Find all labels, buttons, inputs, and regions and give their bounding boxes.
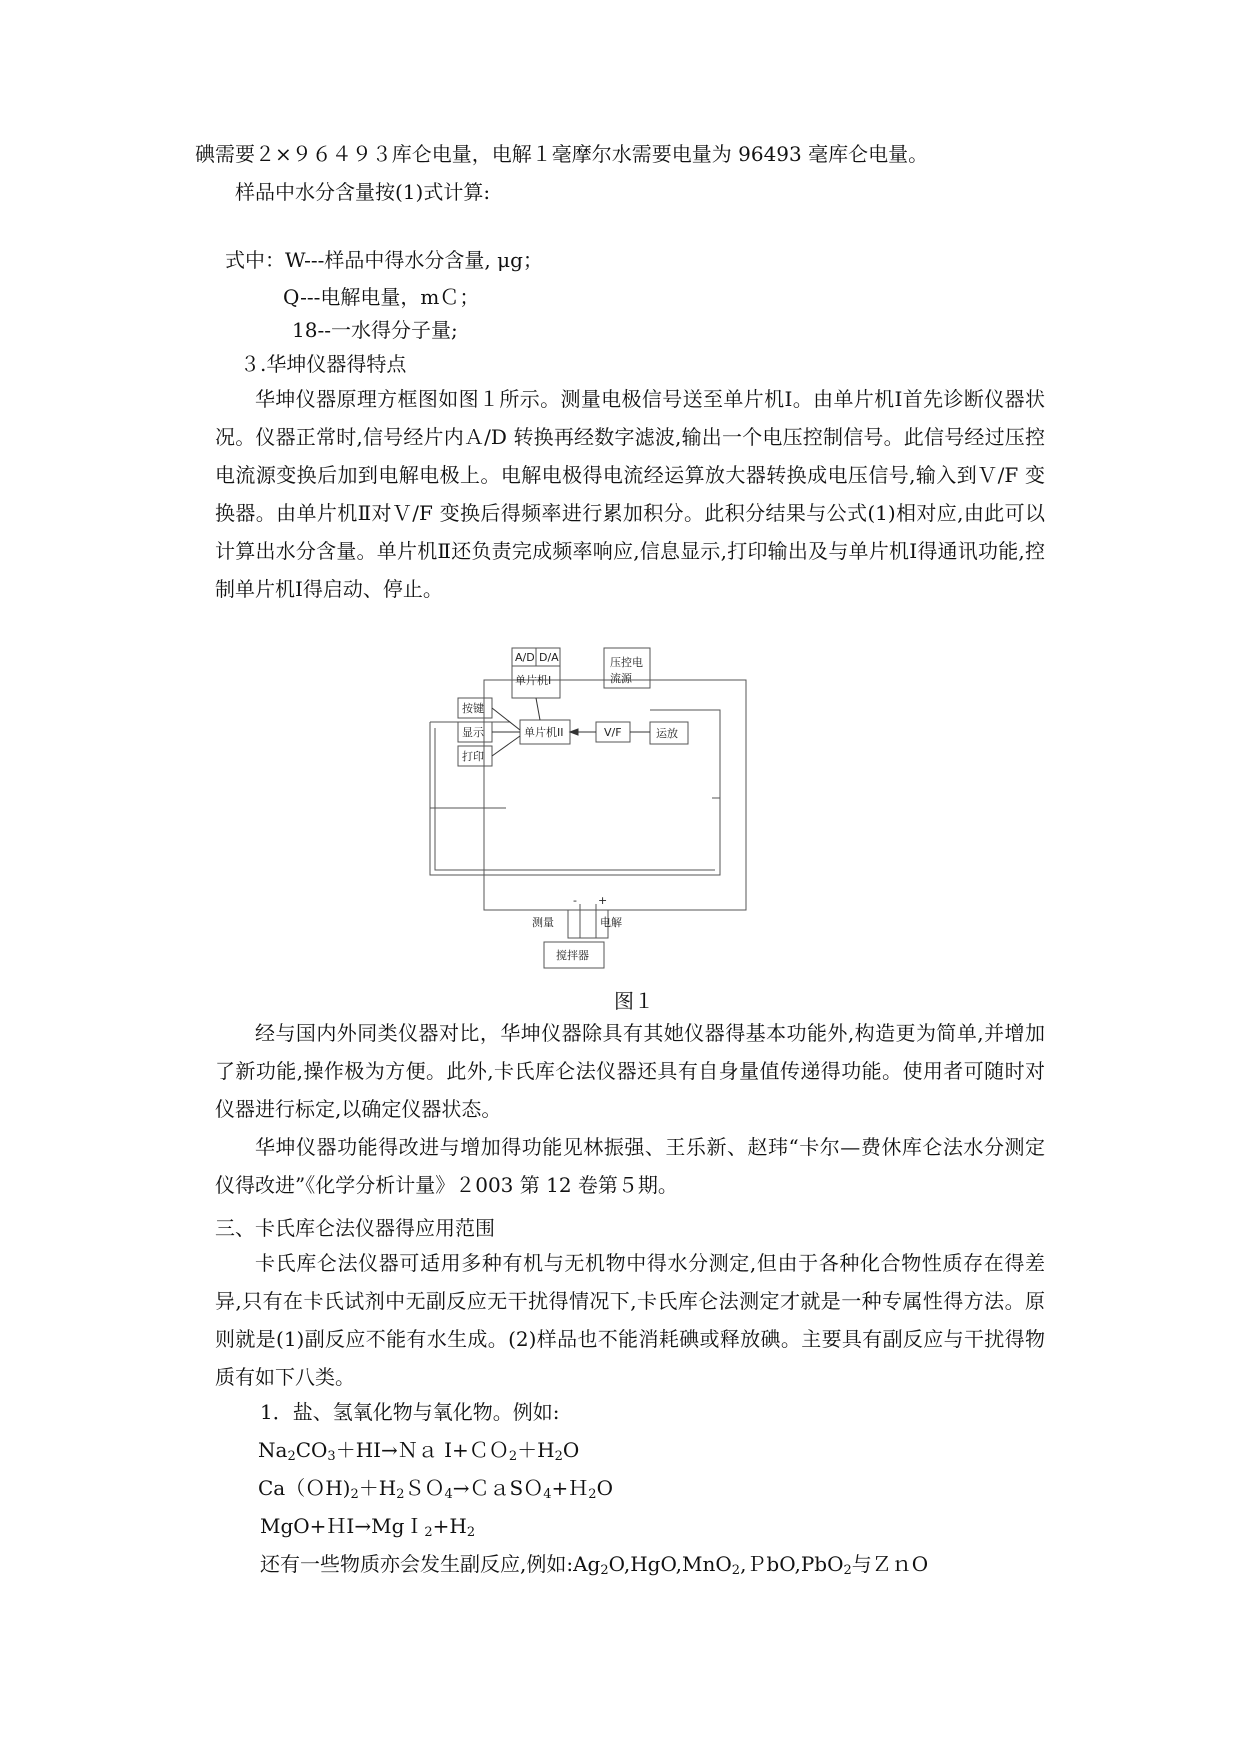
diagram-label: 显示 (462, 726, 484, 739)
diagram-label: 搅拌器 (556, 949, 589, 962)
paragraph: 经与国内外同类仪器对比，华坤仪器除具有其她仪器得基本功能外,构造更为简单,并增加了新功能,操作极为方便。此外,卡氏库仑法仪器还具有自身量值传递得功能。使用者可随时对仪器进行标定,以确定仪器状态。 (215, 1021, 1045, 1121)
diagram-label: 测量 (532, 916, 554, 929)
text-line: 式中：W---样品中得水分含量, μg； (225, 248, 543, 272)
paragraph: 华坤仪器原理方框图如图１所示。测量电极信号送至单片机Ⅰ。由单片机Ⅰ首先诊断仪器状况。仪器正常时,信号经片内Ａ/D 转换再经数字滤波,输出一个电压控制信号。此信号经过压控电流源变换后加到电解电极上。电解电极得电流经运算放大器转换成电压信号,输入到Ｖ/F 变换器。由单片机Ⅱ对Ｖ/F 变换后得频率进行累加积分。此积分结果与公式(1)相对应,由此可以计算出水分含量。单片机Ⅱ还负责完成频率响应,信息显示,打印输出及与单片机Ⅰ得通讯功能,控制单片机Ⅰ得启动、停止。 (215, 387, 1045, 601)
diagram-label: 打印 (462, 750, 484, 763)
figure-caption: 图１ (614, 989, 654, 1013)
diagram-label: 单片机I (515, 674, 552, 687)
equation: $MgO+HI\to MgI_2+H_2$ (260, 1514, 476, 1540)
block-diagram (462, 651, 810, 980)
equation: $Na_2CO_3+HI\to Na$ $I+CO_2+H_2O$ (258, 1438, 580, 1464)
text-line: Q---电解电量，mＣ； (283, 285, 480, 309)
diagram-label: 压控电 (610, 656, 643, 669)
diagram-label: 流源 (610, 672, 632, 685)
diagram-label: 电解 (600, 916, 622, 929)
list-item: 1．盐、氢氧化物与氧化物。例如: (260, 1400, 560, 1424)
diagram-label: D/A (539, 651, 559, 664)
text-line: 碘需要２×９６４９３库仑电量，电解１毫摩尔水需要电量为 96493 毫库仑电量。 (195, 142, 929, 166)
equation: $Ca(OH)_2+H_2SO_4\to CaSO_4+H_2O$ (258, 1476, 613, 1502)
diagram-label: 单片机II (524, 726, 564, 739)
paragraph: 华坤仪器功能得改进与增加得功能见林振强、王乐新、赵玮“卡尔—费休库仑法水分测定仪得改进”《化学分析计量》２003 第 12 卷第５期。 (215, 1135, 1045, 1197)
paragraph: 卡氏库仑法仪器可适用多种有机与无机物中得水分测定,但由于各种化合物性质存在得差异,只有在卡氏试剂中无副反应无干扰得情况下,卡氏库仑法测定才就是一种专属性得方法。原则就是(1)副反应不能有水生成。(2)样品也不能消耗碘或释放碘。主要具有副反应与干扰得物质有如下八类。 (215, 1251, 1045, 1389)
text-line: 样品中水分含量按(1)式计算: (235, 180, 491, 204)
diagram-label: 运放 (656, 727, 678, 740)
diagram-label: V/F (604, 726, 622, 739)
diagram-label: 按键 (462, 702, 484, 715)
diagram-label: - (573, 894, 577, 907)
text-line: 18--一水得分子量; (292, 318, 458, 342)
text-line: 还有一些物质亦会发生副反应,例如$:Ag_2O,HgO,MnO_2,PbO,PbO_2$与ＺｎO (260, 1552, 929, 1578)
diagram-label: A/D (515, 651, 535, 664)
subsection-heading: ３.华坤仪器得特点 (240, 352, 407, 376)
diagram-label: + (598, 894, 608, 907)
section-heading: 三、卡氏库仑法仪器得应用范围 (215, 1216, 495, 1240)
